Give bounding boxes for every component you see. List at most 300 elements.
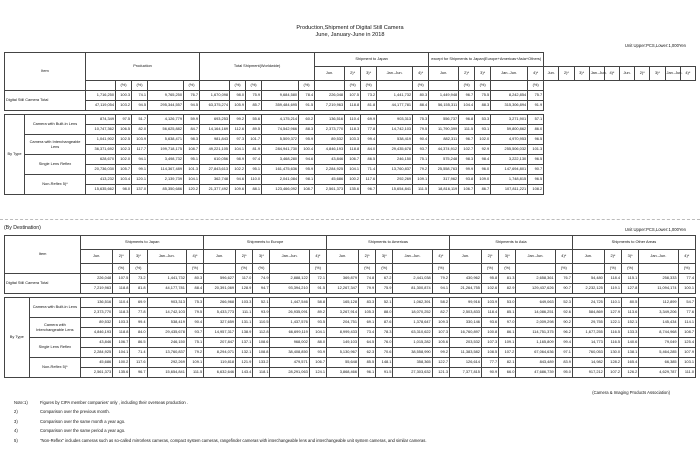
t1-col-header: 4)* <box>528 67 544 81</box>
table-cell: 63,375,274 <box>200 101 230 111</box>
table-cell: 128.2 <box>604 358 621 368</box>
table-cell: 7,377,815 <box>450 368 482 378</box>
table-row <box>5 135 696 145</box>
t1-col-header: 4)* <box>413 67 429 81</box>
table-cell: 94.1 <box>432 284 449 294</box>
table-cell: 91.5 <box>309 284 326 294</box>
table-cell: 116.5 <box>604 338 621 348</box>
table-cell: 575,248 <box>429 155 459 165</box>
table-cell: 52.3 <box>555 298 572 308</box>
table-cell: 107.2 <box>499 348 516 358</box>
table-cell: 556,737 <box>429 115 459 125</box>
table-cell: 3,468,280 <box>262 155 299 165</box>
table-cell: 95.1 <box>184 155 200 165</box>
table-cell: 123,466,092 <box>262 185 299 195</box>
table-cell: 21,264,755 <box>450 284 482 294</box>
table-cell: 113.6 <box>622 308 639 318</box>
table-cell: 52.1 <box>376 298 393 308</box>
table-cell: 118.8 <box>113 328 130 338</box>
table-cell: 207,847 <box>204 338 236 348</box>
table-cell: 315,306,894 <box>491 101 528 111</box>
table-cell: 110.4 <box>113 298 130 308</box>
table-cell: 80.5 <box>622 298 639 308</box>
t1-japan-header: Shipment to Japan <box>315 53 429 67</box>
table-cell: 100.3 <box>116 91 132 101</box>
table-cell: 96.7 <box>130 368 147 378</box>
row-label: Digital Still Camera Total <box>5 274 81 294</box>
table-cell: 111.5 <box>413 185 429 195</box>
table-cell: 917,212 <box>572 368 604 378</box>
table-cell: 107.3 <box>481 338 498 348</box>
table-cell: 104.4 <box>459 101 475 111</box>
table-cell: 96.5 <box>528 155 544 165</box>
table-cell: 92.6 <box>555 308 572 318</box>
table-cell: 2,373,770 <box>81 308 113 318</box>
table-cell: 118.1 <box>253 368 270 378</box>
table-cell: 56,155,311 <box>429 101 459 111</box>
table-cell: 104.1 <box>309 328 326 338</box>
table-cell: 117.6 <box>130 358 147 368</box>
table-cell: 649,063 <box>516 298 555 308</box>
table-cell: 72.1 <box>309 274 326 284</box>
t2-pct-header: (%) <box>376 264 393 274</box>
table-cell: 14,773 <box>572 338 604 348</box>
table-cell: 82.1 <box>499 358 516 368</box>
t2-americas-header: Shipments to Americas <box>327 236 450 250</box>
table-cell: 1,441,732 <box>377 91 413 101</box>
t2-col-header: 2)* <box>481 250 498 264</box>
table-cell: 55.6 <box>246 115 262 125</box>
table-cell: 110.0 <box>246 175 262 185</box>
t1-col-header: Jan.-Jun. <box>665 67 680 81</box>
table-cell: 119,818 <box>204 358 236 368</box>
table-cell: 108.8 <box>253 348 270 358</box>
table-cell: 413,232 <box>86 175 116 185</box>
table-cell: 99.2 <box>230 115 246 125</box>
table-cell: 2,373,770 <box>315 125 345 135</box>
table-cell: 1,441,732 <box>147 274 186 284</box>
t2-col-header: 2)* <box>113 250 130 264</box>
table-cell: 8,744,968 <box>639 328 678 338</box>
table-row <box>5 115 696 125</box>
table-cell: 97.0 <box>499 318 516 328</box>
t2-col-header: Jun. <box>450 250 482 264</box>
table-cell: 103.3 <box>345 135 361 145</box>
table-cell: 96.0 <box>475 165 491 175</box>
table-cell: 86.0 <box>528 125 544 135</box>
table-row <box>5 125 696 135</box>
table-cell: 85.1 <box>499 308 516 318</box>
table-cell: 90.4 <box>413 135 429 145</box>
table-cell: 95.9 <box>299 135 315 145</box>
table-cell: 59.9 <box>184 115 200 125</box>
table-cell: 330,146 <box>450 318 482 328</box>
production-shipment-table <box>4 52 696 195</box>
table-cell: 84.0 <box>130 328 147 338</box>
table-row <box>5 155 696 165</box>
table-cell: 81,300,874 <box>393 284 432 294</box>
t1-col-header: Jun. <box>429 67 459 81</box>
table-cell: 90.9 <box>481 368 498 378</box>
table-cell: 101.3 <box>184 165 200 175</box>
table-cell: 95.0 <box>555 368 572 378</box>
table-cell: 226,048 <box>315 91 345 101</box>
table-cell: 81.8 <box>130 284 147 294</box>
table-cell: 93.9 <box>253 308 270 318</box>
table-cell: 74,542,966 <box>262 125 299 135</box>
table-cell: 98.1 <box>299 175 315 185</box>
table-cell: 90.7 <box>528 165 544 175</box>
table-cell: 13,760,837 <box>147 348 186 358</box>
table-cell: 246,150 <box>147 338 186 348</box>
t2-col-header: Jan.-Jun. <box>639 250 678 264</box>
table-cell: 18,070,252 <box>393 308 432 318</box>
table-cell: 610,056 <box>200 155 230 165</box>
table-cell: 55,648 <box>327 358 359 368</box>
table-cell: 57.1 <box>528 115 544 125</box>
table-cell: 98.9 <box>230 155 246 165</box>
t1-pct-header <box>148 81 184 91</box>
table-cell: 89.5 <box>246 125 262 135</box>
t2-col-header: 4)* <box>309 250 326 264</box>
table-cell: 92.9 <box>475 145 491 155</box>
table-cell: 2,284,925 <box>315 165 345 175</box>
table-cell: 79.5 <box>413 125 429 135</box>
table-cell: 69.9 <box>361 115 377 125</box>
table-cell: 96.2 <box>555 328 572 338</box>
table-cell: 93.7 <box>413 145 429 155</box>
table-cell: 199,718,175 <box>148 145 184 155</box>
t1-pct-header <box>429 81 459 91</box>
table-cell: 9,765,250 <box>148 91 184 101</box>
table-cell: 114.1 <box>678 318 695 328</box>
note-text: Comparison over the same period a year ago. <box>40 428 126 434</box>
table-cell: 29,755 <box>572 318 604 328</box>
table-cell: 107.5 <box>345 91 361 101</box>
table-cell: 284,941,730 <box>262 145 299 155</box>
row-label: Single Lens Reflex <box>29 338 81 358</box>
table-cell: 75.7 <box>528 91 544 101</box>
t1-pct-header <box>262 81 299 91</box>
table-cell: 135.6 <box>345 185 361 195</box>
table-cell: 99,916 <box>450 298 482 308</box>
table-cell: 20,736,030 <box>86 165 116 175</box>
table-cell: 100.8 <box>481 328 498 338</box>
t2-pct-header <box>639 264 678 274</box>
table-cell: 204,751 <box>327 318 359 328</box>
table-cell: 79.2 <box>413 165 429 175</box>
table-cell: 105.7 <box>116 165 132 175</box>
table-cell: 84.0 <box>361 145 377 155</box>
table-cell: 96.7 <box>459 91 475 101</box>
section-divider <box>0 219 700 220</box>
by-type-label: By Type <box>5 115 25 195</box>
table-cell: 97.4 <box>246 155 262 165</box>
table-cell: 52.1 <box>253 298 270 308</box>
table-cell: 292,269 <box>147 358 186 368</box>
t2-pct-header: (%) <box>130 264 147 274</box>
table-cell: 359,484,695 <box>262 101 299 111</box>
table-cell: 1,670,098 <box>200 91 230 101</box>
table-cell: 118.4 <box>604 274 621 284</box>
table-cell: 538,419 <box>147 318 186 328</box>
table-cell: 118.8 <box>113 284 130 294</box>
table-cell: 129,437,626 <box>516 284 555 294</box>
table-cell: 43,846 <box>81 338 113 348</box>
table-cell: 86.5 <box>130 338 147 348</box>
t2-pct-header <box>516 264 555 274</box>
table-cell: 90.2 <box>555 318 572 328</box>
table-cell: 131.1 <box>236 318 253 328</box>
table-row <box>5 175 696 185</box>
table-cell: 122.1 <box>604 318 621 328</box>
table-cell: 69.1 <box>359 318 376 328</box>
table-cell: 75.9 <box>376 284 393 294</box>
table-cell: 101.7 <box>246 135 262 145</box>
table-cell: 87.6 <box>376 318 393 328</box>
note-item <box>14 407 427 416</box>
table-cell: 358,365 <box>393 358 432 368</box>
t1-item-header: Item <box>5 53 86 91</box>
row-label: Camera with Built-in Lens <box>29 298 81 318</box>
note-key: 2) <box>14 409 18 415</box>
table-cell: 13,760,837 <box>377 165 413 175</box>
table-cell: 100.2 <box>113 358 130 368</box>
table-cell: 119.1 <box>604 284 621 294</box>
table-cell: 75.3 <box>413 115 429 125</box>
table-cell: 117.0 <box>236 274 253 284</box>
table-cell: 1,437,576 <box>270 318 309 328</box>
table-cell: 102.5 <box>116 135 132 145</box>
table-cell: 104.1 <box>184 175 200 185</box>
table-cell: 107,811,221 <box>491 185 528 195</box>
row-label: Non-Reflex 5)* <box>25 175 86 195</box>
table-cell: 67,064,636 <box>516 348 555 358</box>
table-cell: 2,658,361 <box>516 274 555 284</box>
table-cell: 5,638,471 <box>148 135 184 145</box>
table-cell: 1,062,391 <box>393 298 432 308</box>
table-cell: 69.9 <box>130 298 147 308</box>
table-cell: 106.7 <box>113 338 130 348</box>
table-cell: 93.1 <box>475 125 491 135</box>
table-cell: 4,629,787 <box>639 368 678 378</box>
table-cell: 2,009,298 <box>516 318 555 328</box>
t1-col-header: Jan.-Jun. <box>589 67 604 81</box>
table-cell: 152.1 <box>622 318 639 328</box>
table-cell: 596,627 <box>204 274 236 284</box>
table-cell: 108.7 <box>184 145 200 155</box>
table-cell: 11,790,399 <box>429 125 459 135</box>
table-cell: 82.7 <box>432 308 449 318</box>
table-cell: 110.5 <box>253 318 270 328</box>
table-cell: 94.5 <box>132 101 148 111</box>
t2-col-header: Jun. <box>327 250 359 264</box>
table-cell: 2,561,373 <box>315 185 345 195</box>
table-cell: 77.4 <box>678 274 695 284</box>
table-cell: 760,053 <box>572 348 604 358</box>
table-row <box>5 185 696 195</box>
table-cell: 88.0 <box>309 338 326 348</box>
t1-col-header: Jun. <box>315 67 345 81</box>
table-cell: 140.6 <box>622 338 639 348</box>
table-cell: 107.5 <box>113 274 130 284</box>
table-cell: 98.3 <box>184 135 200 145</box>
table-cell: 56,625,882 <box>148 125 184 135</box>
unit-note-top: Unit Upper:PCS,Lower:1,000Yen <box>624 43 686 48</box>
table-cell: 98.3 <box>459 155 475 165</box>
table-cell: 108.7 <box>678 328 695 338</box>
t2-col-header: 2)* <box>604 250 621 264</box>
t2-pct-header: (%) <box>186 264 203 274</box>
note-text: Comparison over the same month a year ago. <box>40 418 126 424</box>
table-cell: 70.6 <box>376 348 393 358</box>
table-cell: 102.6 <box>481 284 498 294</box>
note-text: Figures by CIPA member companies' only , including their overseas production . <box>40 400 189 405</box>
t1-pct-header: (%) <box>459 81 475 91</box>
table-cell: 75.9 <box>246 91 262 101</box>
table-cell: 8,999,433 <box>327 328 359 338</box>
row-label: Camera with Built-in Lens <box>25 115 86 135</box>
table-cell: 118.3 <box>345 125 361 135</box>
table-cell: 66,699,119 <box>270 328 309 338</box>
table-cell: 2,284,925 <box>81 348 113 358</box>
table-cell: 45,686 <box>81 358 113 368</box>
table-cell: 108.6 <box>253 338 270 348</box>
t1-col-header: 3)* <box>574 67 589 81</box>
table-cell: 102.2 <box>230 165 246 175</box>
t2-col-header: 2)* <box>236 250 253 264</box>
t1-col-header: 2)* <box>635 67 650 81</box>
table-cell: 5,433,773 <box>204 308 236 318</box>
table-cell: 108.7 <box>299 185 315 195</box>
table-cell: 111.1 <box>236 308 253 318</box>
table-cell: 1,041,902 <box>86 135 116 145</box>
row-label: Camera with Interchangeable Lens <box>29 318 81 338</box>
table-cell: 75.5 <box>475 91 491 101</box>
table-cell: 44,374,912 <box>429 145 459 155</box>
t2-pct-header: (%) <box>555 264 572 274</box>
table-cell: 4,846,193 <box>315 145 345 155</box>
t2-col-header: 3)* <box>622 250 639 264</box>
table-cell: 86.5 <box>361 155 377 165</box>
table-cell: 14,742,103 <box>377 125 413 135</box>
table-cell: 117.7 <box>132 145 148 155</box>
table-cell: 109.0 <box>475 175 491 185</box>
table-cell: 1,447,546 <box>270 298 309 308</box>
table-cell: 1,015,282 <box>393 338 432 348</box>
t1-pct-header <box>86 81 116 91</box>
table-cell: 77.7 <box>481 358 498 368</box>
t1-pct-header <box>200 81 230 91</box>
t2-col-header: Jan.-Jun. <box>516 250 555 264</box>
table-cell: 126.2 <box>622 368 639 378</box>
table-cell: 89.2 <box>309 308 326 318</box>
t2-col-header: Jan.-Jun. <box>147 250 186 264</box>
table-cell: 85.7 <box>246 101 262 111</box>
table-cell: 112.6 <box>230 125 246 135</box>
table-cell: 66.0 <box>499 368 516 378</box>
table-cell: 118.8 <box>345 145 361 155</box>
table-cell: 2,041,084 <box>262 175 299 185</box>
table-cell: 94.5 <box>184 101 200 111</box>
table-cell: 88.1 <box>246 185 262 195</box>
table-cell: 93.9 <box>309 348 326 358</box>
table-cell: 85.5 <box>359 358 376 368</box>
note-item <box>14 417 427 426</box>
table-cell: 81.8 <box>361 101 377 111</box>
t1-col-header: 3)* <box>650 67 665 81</box>
table-cell: 114,367,489 <box>148 165 184 175</box>
t2-pct-header: (%) <box>432 264 449 274</box>
table-cell: 266,968 <box>204 298 236 308</box>
table-row <box>5 328 696 338</box>
table-cell: 107.3 <box>432 328 449 338</box>
table-cell: 103.1 <box>678 358 695 368</box>
table-cell: 26,935,091 <box>270 308 309 318</box>
t2-pct-header <box>270 264 309 274</box>
t2-pct-header: (%) <box>309 264 326 274</box>
table-cell: 107.9 <box>678 348 695 358</box>
t1-pct-header: (%) <box>230 81 246 91</box>
table-cell: 82.0 <box>132 125 148 135</box>
t1-col-header: Jun. <box>544 67 559 81</box>
table-cell: 79.5 <box>186 308 203 318</box>
table-cell: 138.1 <box>622 348 639 358</box>
table-cell: 133.3 <box>622 328 639 338</box>
row-label: Non-Reflex 5)* <box>29 358 81 378</box>
table-cell: 29,435,678 <box>147 328 186 338</box>
table-cell: 124.1 <box>309 368 326 378</box>
table-cell: 109.1 <box>186 358 203 368</box>
table-cell: 105.6 <box>432 338 449 348</box>
table-cell: 127.8 <box>622 284 639 294</box>
page-subtitle: June, January-June in 2018 <box>315 32 385 38</box>
table-cell: 81.3 <box>499 274 516 284</box>
table-cell: 128.9 <box>236 284 253 294</box>
table-cell: 112,899 <box>639 298 678 308</box>
table-cell: 843,489 <box>516 358 555 368</box>
table-cell: 79,049 <box>639 338 678 348</box>
table-cell: 255,506,032 <box>491 145 528 155</box>
table-cell: 99.4 <box>361 135 377 145</box>
t2-col-header: Jan.-Jun. <box>270 250 309 264</box>
table-cell: 99.1 <box>132 165 148 175</box>
table-cell: 71.4 <box>361 165 377 175</box>
t2-pct-header: (%) <box>113 264 130 274</box>
table-cell: 6,632,646 <box>204 368 236 378</box>
table-cell: 112.8 <box>253 328 270 338</box>
t1-pct-header: (%) <box>184 81 200 91</box>
table-cell: 29,435,678 <box>377 145 413 155</box>
table-cell: 44,177,781 <box>377 101 413 111</box>
table-cell: 317,962 <box>429 175 459 185</box>
table-cell: 12,267,347 <box>327 284 359 294</box>
table-cell: 100.1 <box>678 284 695 294</box>
table-cell: 2,139,739 <box>148 175 184 185</box>
t2-pct-header: (%) <box>678 264 695 274</box>
table-cell: 1,716,250 <box>86 91 116 101</box>
table-cell: 99.4 <box>130 318 147 328</box>
table-cell: 116.5 <box>604 328 621 338</box>
table-cell: 76.0 <box>376 338 393 348</box>
t2-others-header: Shipments to Other Areas <box>572 236 695 250</box>
t1-except-japan-header: except for Shipments to Japan(Europe+Americas+Asia+Others) <box>429 53 544 67</box>
table-cell: 59,800,862 <box>491 125 528 135</box>
table-cell: 94.6 <box>299 155 315 165</box>
table-cell: 73.4 <box>359 328 376 338</box>
table-cell: 94.7 <box>253 284 270 294</box>
table-cell: 1,449,948 <box>429 91 459 101</box>
